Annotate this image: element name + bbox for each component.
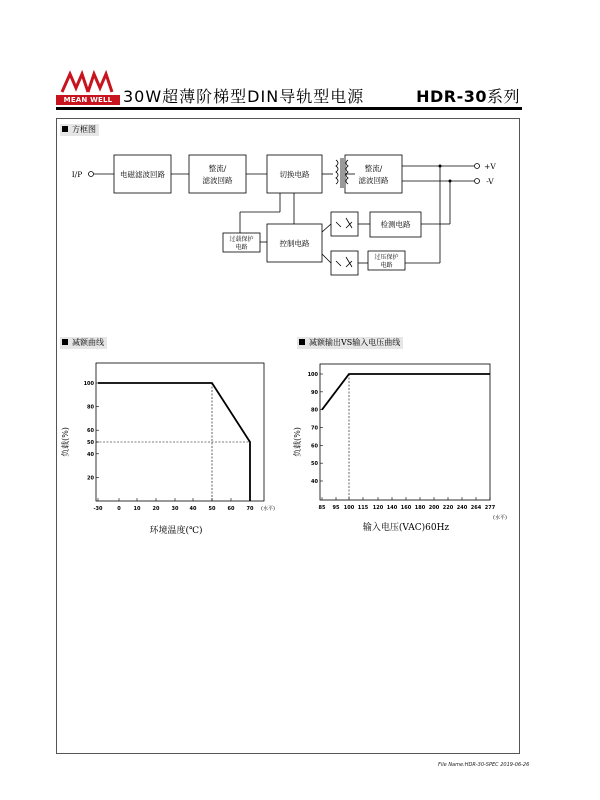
x-tick-label: 60 [227, 506, 235, 512]
detect-label: 检测电路 [380, 220, 411, 229]
x-tick-label: 70 [246, 506, 254, 512]
y-tick-label: 60 [87, 428, 94, 435]
rect2-label-2: 滤波回路 [358, 176, 389, 185]
derating-ylabel: 负载(%) [61, 427, 70, 457]
ovp-label-2: 电路 [380, 262, 393, 269]
section-title-text: 减额曲线 [72, 338, 104, 347]
x-tick-label: 200 [428, 505, 440, 511]
series-line [322, 374, 490, 410]
input-derating-x-unit: (水平) [493, 515, 507, 521]
y-tick-label: 20 [87, 475, 94, 482]
x-tick-label: 30 [171, 506, 179, 512]
y-tick-label: 50 [87, 440, 94, 446]
x-tick-label: 277 [484, 505, 496, 511]
control-label: 控制电路 [279, 239, 310, 248]
section-title-text: 方框图 [72, 125, 96, 134]
x-tick-label: 160 [400, 505, 412, 511]
x-tick-label: 264 [470, 505, 482, 511]
y-tick-label: 60 [311, 443, 318, 450]
x-tick-label: 220 [442, 505, 454, 511]
otp-label-1: 过载保护 [229, 236, 254, 243]
derating-chart [84, 363, 264, 512]
y-tick-label: 50 [311, 461, 318, 468]
x-tick-label: 10 [133, 506, 141, 512]
x-tick-label: 115 [357, 505, 369, 511]
document-title: 30W超薄阶梯型DIN导轨型电源 [123, 87, 365, 106]
x-tick-label: 50 [208, 506, 216, 512]
x-tick-label: 40 [189, 506, 197, 512]
y-tick-label: 90 [311, 389, 318, 396]
plot-frame [320, 364, 490, 500]
rect1-label-2: 滤波回路 [202, 176, 233, 185]
rect2-label-1: 整流/ [364, 164, 383, 173]
output-neg-label: -V [486, 177, 494, 186]
model-series-suffix: 系列 [486, 87, 520, 106]
x-tick-label: 240 [456, 505, 468, 511]
derating-xlabel: 环境温度(℃) [149, 526, 203, 536]
section-title-text: 减额输出VS输入电压曲线 [309, 338, 401, 347]
rect1-label-1: 整流/ [208, 164, 227, 173]
footer-filename: File Name:HDR-30-SPEC 2019-06-26 [438, 762, 530, 768]
x-tick-label: 120 [372, 505, 384, 511]
otp-label-2: 电路 [235, 244, 248, 251]
y-tick-label: 40 [87, 451, 94, 458]
input-derating-xlabel: 输入电压(VAC)60Hz [362, 523, 450, 533]
x-tick-label: 180 [414, 505, 426, 511]
y-tick-label: 80 [87, 404, 94, 411]
input-derating-ylabel: 负载(%) [293, 427, 302, 457]
y-tick-label: 80 [311, 407, 318, 414]
model-code: HDR-30 [416, 87, 487, 106]
x-tick-label: 100 [343, 505, 355, 511]
input-label: I/P [71, 170, 83, 179]
y-tick-label: 70 [311, 425, 318, 432]
logo-text: MEAN WELL [56, 95, 120, 105]
y-tick-label: 100 [83, 381, 94, 387]
derating-x-unit: (水平) [261, 506, 275, 512]
x-tick-label: 85 [318, 505, 326, 511]
output-pos-label: +V [484, 162, 496, 171]
switch-label: 切换电路 [279, 170, 310, 179]
x-tick-label: 140 [386, 505, 398, 511]
ovp-label-1: 过压保护 [374, 254, 399, 261]
x-tick-label: 95 [332, 505, 340, 511]
emi-label: 电磁滤波回路 [120, 170, 165, 179]
x-tick-label: 20 [152, 506, 160, 512]
x-tick-label: -30 [93, 506, 103, 512]
y-tick-label: 100 [307, 372, 318, 378]
input-derating-chart [308, 364, 496, 511]
x-tick-label: 0 [117, 506, 121, 512]
y-tick-label: 40 [311, 479, 318, 485]
